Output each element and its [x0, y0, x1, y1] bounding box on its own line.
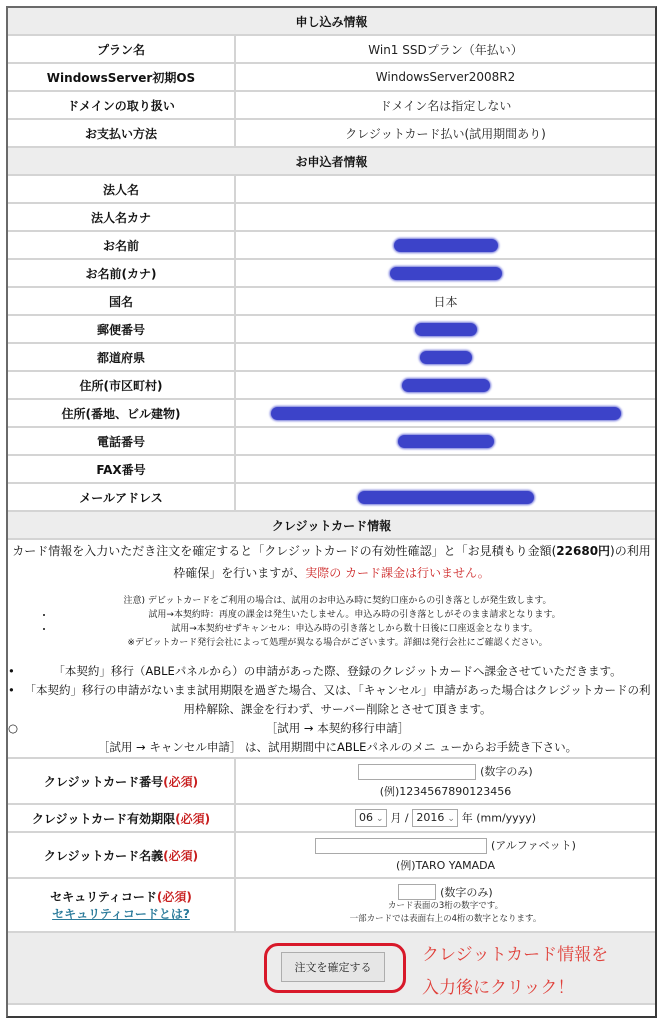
fax-value: [235, 455, 655, 483]
email-value: [235, 483, 655, 511]
company-name-value: [235, 175, 655, 203]
list-item: • 「本契約」移行の申請がないまま試用期限を過ぎた場合、又は、「キャンセル」申請があった場合はクレジットカードの利用枠解除、課金を行わず、サーバー削除とさせて頂きます。: [8, 683, 651, 716]
redaction-scribble: [390, 267, 502, 280]
street-address-label: 住所(番地、ビル建物): [8, 399, 235, 427]
debit-card-note: 注意) デビットカードをご利用の場合は、試用のお申込み時に契約口座からの引き落としが発生致します。 • 試用→本契約時：再度の課金は発生いたしません。申込み時の引き落としがそのまま請求となります。 • 試用→本契約せずキャンセル：申込み時の引き落としから数十日後に口座返金となります。 ※デビットカード発行会社によって処理が異なる場合がございます。詳細は発行会社にご確認ください。: [20, 594, 655, 650]
card-expiry-label: クレジットカード有効期限(必須): [8, 804, 235, 832]
initial-os-value: WindowsServer2008R2: [235, 63, 655, 91]
terms-list: [8, 662, 655, 757]
list-item: ○ ［試用 → 本契約移行申請］: [8, 719, 655, 738]
redaction-scribble: [398, 435, 494, 448]
security-code-input[interactable]: [398, 884, 436, 900]
table-row: [8, 35, 655, 63]
card-number-example: (例)1234567890123456: [379, 784, 512, 798]
name-value: [235, 231, 655, 259]
form-table: [8, 8, 655, 1005]
table-row: [8, 371, 655, 399]
circle-bullet-icon: ○: [8, 721, 19, 735]
required-marker: (必須): [156, 890, 192, 904]
redaction-scribble: [402, 379, 490, 392]
section-header-application-info: 申し込み情報: [8, 8, 655, 35]
table-row: クレジットカード有効期限(必須) 06 ⌄ 月 / 2016 ⌄ 年 (mm/yyyy): [8, 804, 655, 832]
table-row: [8, 399, 655, 427]
initial-os-label: WindowsServer初期OS: [8, 63, 235, 91]
email-label: メールアドレス: [8, 483, 235, 511]
redaction-scribble: [358, 491, 534, 504]
submit-area: [8, 932, 655, 1004]
bullet-icon: •: [8, 683, 15, 697]
country-label: 国名: [8, 287, 235, 315]
section-header-credit-card-info: クレジットカード情報: [8, 511, 655, 539]
table-row: クレジットカード番号(必須) (数字のみ) (例)1234567890123456: [8, 758, 655, 804]
name-kana-label: お名前(カナ): [8, 259, 235, 287]
name-kana-value: [235, 259, 655, 287]
security-code-label: セキュリティコード(必須) セキュリティコードとは?: [8, 878, 235, 932]
list-item: • 試用→本契約時：再度の課金は発生いたしません。申込み時の引き落としがそのまま請求となります。: [54, 608, 655, 622]
required-marker: (必須): [163, 848, 199, 863]
notice-intro: カード情報を入力いただき注文を確定すると「クレジットカードの有効性確認」と「お見積もり金額(22680円)の利用枠確保」を行いますが、実際の カード課金は行いません。: [12, 544, 651, 580]
table-row: [8, 483, 655, 511]
table-row: [8, 63, 655, 91]
list-item: • 「本契約」移行（ABLEパネルから）の申請があった際、登録のクレジットカードへ課金させていただきます。: [8, 662, 655, 681]
country-value: 日本: [235, 287, 655, 315]
card-holder-label: クレジットカード名義(必須): [8, 832, 235, 878]
prefecture-label: 都道府県: [8, 343, 235, 371]
company-name-kana-value: [235, 203, 655, 231]
list-item: • 試用→本契約せずキャンセル：申込み時の引き落としから数十日後に口座返金となります。: [54, 622, 655, 636]
card-number-label: クレジットカード番号(必須): [8, 758, 235, 804]
credit-card-notice: [8, 539, 655, 758]
list-item: ［試用 → キャンセル申請］ は、試用期間中にABLEパネルのメニ ューからお手続き下さい。: [97, 740, 578, 754]
company-name-kana-label: 法人名カナ: [8, 203, 235, 231]
table-row: [8, 287, 655, 315]
phone-value: [235, 427, 655, 455]
table-row: [8, 427, 655, 455]
domain-handling-value: ドメイン名は指定しない: [235, 91, 655, 119]
table-row: [8, 315, 655, 343]
name-label: お名前: [8, 231, 235, 259]
security-code-help-link[interactable]: セキュリティコードとは?: [52, 907, 190, 921]
section-header-applicant-info: お申込者情報: [8, 147, 655, 175]
plan-name-label: プラン名: [8, 35, 235, 63]
domain-handling-label: ドメインの取り扱い: [8, 91, 235, 119]
confirm-order-button[interactable]: 注文を確定する: [281, 952, 385, 982]
redaction-scribble: [415, 323, 477, 336]
redaction-scribble: [271, 407, 621, 420]
city-value: [235, 371, 655, 399]
redaction-scribble: [394, 239, 498, 252]
company-name-label: 法人名: [8, 175, 235, 203]
required-marker: (必須): [163, 774, 199, 789]
estimated-amount: 22680円: [556, 544, 611, 558]
plan-name-value: Win1 SSDプラン（年払い）: [235, 35, 655, 63]
card-holder-example: (例)TARO YAMADA: [396, 858, 495, 872]
chevron-down-icon: ⌄: [447, 814, 455, 824]
table-row: [8, 175, 655, 203]
postal-code-value: [235, 315, 655, 343]
order-confirmation-form: [6, 6, 657, 1018]
payment-method-value: クレジットカード払い(試用期間あり): [235, 119, 655, 147]
city-label: 住所(市区町村): [8, 371, 235, 399]
chevron-down-icon: ⌄: [375, 814, 384, 824]
table-row: [8, 119, 655, 147]
table-row: [8, 343, 655, 371]
expiry-year-select[interactable]: 2016 ⌄: [412, 809, 458, 827]
street-address-value: [235, 399, 655, 427]
table-row: [8, 259, 655, 287]
annotation-callout: クレジットカード情報を 入力後にクリック！: [422, 945, 609, 998]
bullet-icon: •: [8, 664, 15, 678]
table-row: クレジットカード名義(必須) (アルファベット) (例)TARO YAMADA: [8, 832, 655, 878]
table-row: [8, 91, 655, 119]
no-charge-warning: 実際の カード課金は行いません。: [305, 566, 490, 580]
table-row: セキュリティコード(必須) セキュリティコードとは? (数字のみ) カード表面の3桁の数字です。 一部カードでは表面右上の4桁の数字となります。: [8, 878, 655, 932]
required-marker: (必須): [175, 811, 211, 826]
card-holder-input[interactable]: [315, 838, 487, 854]
table-row: [8, 455, 655, 483]
prefecture-value: [235, 343, 655, 371]
payment-method-label: お支払い方法: [8, 119, 235, 147]
table-row: [8, 231, 655, 259]
fax-label: FAX番号: [8, 455, 235, 483]
table-row: [8, 203, 655, 231]
card-number-input[interactable]: [358, 764, 476, 780]
phone-label: 電話番号: [8, 427, 235, 455]
expiry-month-select[interactable]: 06 ⌄: [355, 809, 387, 827]
postal-code-label: 郵便番号: [8, 315, 235, 343]
redaction-scribble: [420, 351, 472, 364]
